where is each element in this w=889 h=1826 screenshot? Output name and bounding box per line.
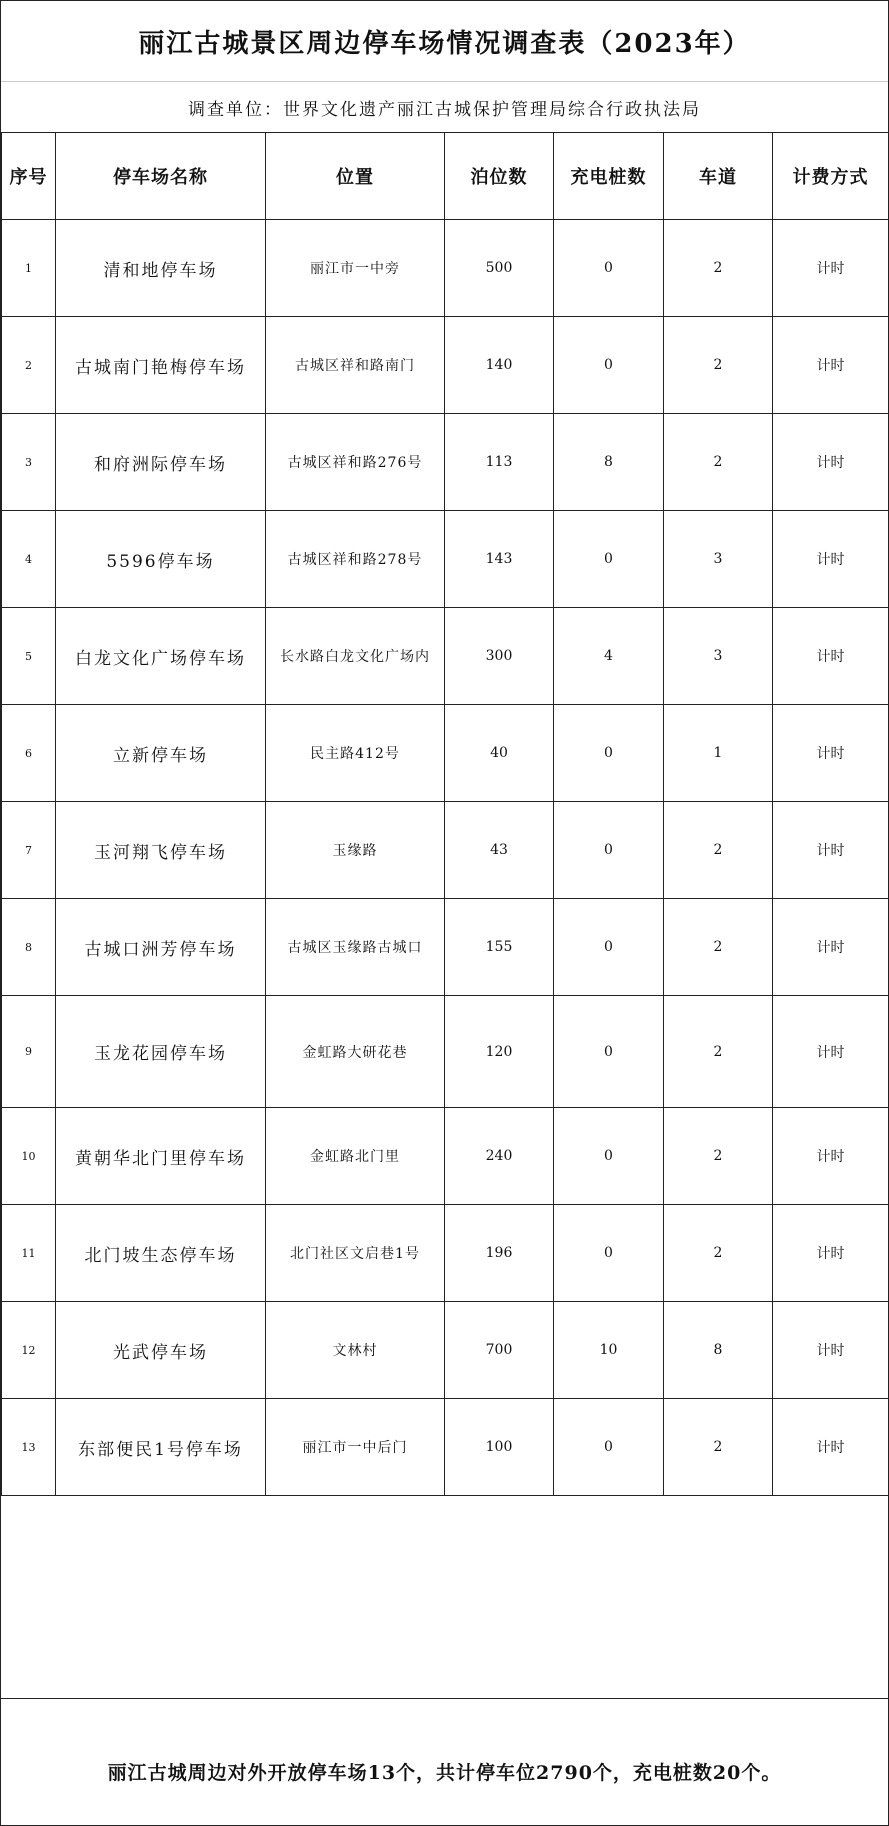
table-row — [2, 899, 889, 996]
row-chargers: 10 — [554, 1302, 664, 1399]
row-fee: 计时 — [773, 996, 889, 1108]
row-location: 古城区祥和路276号 — [266, 414, 445, 511]
row-lanes: 3 — [664, 608, 773, 705]
row-lanes: 3 — [664, 511, 773, 608]
row-location: 古城区祥和路278号 — [266, 511, 445, 608]
row-fee: 计时 — [773, 1399, 889, 1496]
row-spaces: 700 — [445, 1302, 554, 1399]
row-chargers: 0 — [554, 317, 664, 414]
row-location: 文林村 — [266, 1302, 445, 1399]
row-location: 丽江市一中后门 — [266, 1399, 445, 1496]
row-no: 4 — [2, 511, 56, 608]
header-spaces: 泊位数 — [445, 133, 554, 220]
row-name: 立新停车场 — [56, 705, 266, 802]
row-chargers: 0 — [554, 802, 664, 899]
page-title: 丽江古城景区周边停车场情况调查表（2023年） — [1, 1, 888, 82]
row-chargers: 0 — [554, 1205, 664, 1302]
row-name: 白龙文化广场停车场 — [56, 608, 266, 705]
row-lanes: 2 — [664, 317, 773, 414]
row-fee: 计时 — [773, 705, 889, 802]
row-spaces: 500 — [445, 220, 554, 317]
row-spaces: 143 — [445, 511, 554, 608]
row-name: 玉河翔飞停车场 — [56, 802, 266, 899]
row-spaces: 113 — [445, 414, 554, 511]
row-lanes: 2 — [664, 1205, 773, 1302]
row-fee: 计时 — [773, 608, 889, 705]
table-row — [2, 705, 889, 802]
row-no: 1 — [2, 220, 56, 317]
table-body — [2, 220, 889, 1496]
row-lanes: 2 — [664, 802, 773, 899]
table-row — [2, 1302, 889, 1399]
row-name: 黄朝华北门里停车场 — [56, 1108, 266, 1205]
row-no: 8 — [2, 899, 56, 996]
row-spaces: 43 — [445, 802, 554, 899]
table-row — [2, 220, 889, 317]
row-no: 13 — [2, 1399, 56, 1496]
row-lanes: 2 — [664, 1399, 773, 1496]
row-spaces: 155 — [445, 899, 554, 996]
row-name: 和府洲际停车场 — [56, 414, 266, 511]
row-no: 3 — [2, 414, 56, 511]
row-lanes: 2 — [664, 414, 773, 511]
row-spaces: 240 — [445, 1108, 554, 1205]
row-spaces: 300 — [445, 608, 554, 705]
row-no: 9 — [2, 996, 56, 1108]
row-chargers: 0 — [554, 996, 664, 1108]
header-lanes: 车道 — [664, 133, 773, 220]
row-no: 10 — [2, 1108, 56, 1205]
header-chargers: 充电桩数 — [554, 133, 664, 220]
row-lanes: 2 — [664, 996, 773, 1108]
header-fee: 计费方式 — [773, 133, 889, 220]
row-lanes: 1 — [664, 705, 773, 802]
parking-table — [1, 132, 889, 1496]
table-row — [2, 317, 889, 414]
row-location: 金虹路大研花巷 — [266, 996, 445, 1108]
row-chargers: 4 — [554, 608, 664, 705]
row-spaces: 40 — [445, 705, 554, 802]
row-spaces: 196 — [445, 1205, 554, 1302]
row-name: 北门坡生态停车场 — [56, 1205, 266, 1302]
row-fee: 计时 — [773, 1302, 889, 1399]
row-no: 11 — [2, 1205, 56, 1302]
row-chargers: 0 — [554, 220, 664, 317]
row-fee: 计时 — [773, 1108, 889, 1205]
summary-text: 丽江古城周边对外开放停车场13个，共计停车位2790个，充电桩数20个。 — [1, 1698, 888, 1825]
row-no: 7 — [2, 802, 56, 899]
row-chargers: 0 — [554, 899, 664, 996]
row-lanes: 2 — [664, 899, 773, 996]
row-chargers: 0 — [554, 705, 664, 802]
row-name: 古城口洲芳停车场 — [56, 899, 266, 996]
row-no: 5 — [2, 608, 56, 705]
row-lanes: 2 — [664, 1108, 773, 1205]
table-row — [2, 511, 889, 608]
row-chargers: 0 — [554, 1399, 664, 1496]
table-header-row — [2, 133, 889, 220]
row-name: 玉龙花园停车场 — [56, 996, 266, 1108]
row-no: 6 — [2, 705, 56, 802]
row-name: 东部便民1号停车场 — [56, 1399, 266, 1496]
row-lanes: 8 — [664, 1302, 773, 1399]
row-fee: 计时 — [773, 414, 889, 511]
row-location: 丽江市一中旁 — [266, 220, 445, 317]
header-name: 停车场名称 — [56, 133, 266, 220]
row-location: 长水路白龙文化广场内 — [266, 608, 445, 705]
row-fee: 计时 — [773, 802, 889, 899]
table-row — [2, 608, 889, 705]
row-fee: 计时 — [773, 220, 889, 317]
row-location: 民主路412号 — [266, 705, 445, 802]
table-row — [2, 414, 889, 511]
row-location: 金虹路北门里 — [266, 1108, 445, 1205]
row-spaces: 140 — [445, 317, 554, 414]
table-row — [2, 1205, 889, 1302]
row-lanes: 2 — [664, 220, 773, 317]
row-chargers: 0 — [554, 1108, 664, 1205]
row-location: 古城区玉缘路古城口 — [266, 899, 445, 996]
row-fee: 计时 — [773, 899, 889, 996]
row-fee: 计时 — [773, 1205, 889, 1302]
header-no: 序号 — [2, 133, 56, 220]
row-name: 光武停车场 — [56, 1302, 266, 1399]
header-location: 位置 — [266, 133, 445, 220]
row-spaces: 100 — [445, 1399, 554, 1496]
row-location: 古城区祥和路南门 — [266, 317, 445, 414]
row-fee: 计时 — [773, 317, 889, 414]
table-row — [2, 802, 889, 899]
row-chargers: 8 — [554, 414, 664, 511]
table-row — [2, 996, 889, 1108]
table-row — [2, 1399, 889, 1496]
row-no: 12 — [2, 1302, 56, 1399]
row-location: 玉缘路 — [266, 802, 445, 899]
row-no: 2 — [2, 317, 56, 414]
row-spaces: 120 — [445, 996, 554, 1108]
row-location: 北门社区文启巷1号 — [266, 1205, 445, 1302]
row-name: 清和地停车场 — [56, 220, 266, 317]
row-chargers: 0 — [554, 511, 664, 608]
row-name: 5596停车场 — [56, 511, 266, 608]
row-fee: 计时 — [773, 511, 889, 608]
row-name: 古城南门艳梅停车场 — [56, 317, 266, 414]
table-row — [2, 1108, 889, 1205]
survey-unit: 调查单位：世界文化遗产丽江古城保护管理局综合行政执法局 — [1, 82, 888, 133]
